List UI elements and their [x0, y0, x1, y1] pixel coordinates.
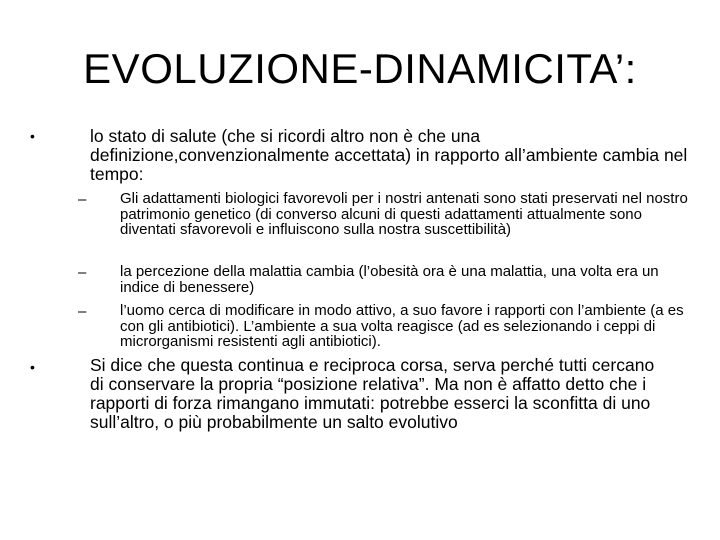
dash-icon: –: [78, 303, 87, 320]
dash-icon: –: [78, 264, 87, 281]
bullet-dot-icon: •: [30, 359, 35, 375]
bullet-text: Si dice che questa continua e reciproca corsa, serva perché tutti cercano di conservare la propria “posizione relativa”. Ma non è affatto detto che i rapporti di forza rimangano immutati: potrebbe esserci la sconfitta di uno sull’altro, o più probabilmente un salto evolutivo: [90, 355, 655, 432]
bullet-text: lo stato di salute (che si ricordi altro non è che una definizione,convenzionalmente accettata) in rapporto all’ambiente cambia nel tempo:: [90, 126, 688, 184]
sub-bullet-text: la percezione della malattia cambia (l’obesità ora è una malattia, una volta era un indice di benessere): [120, 263, 659, 296]
bullet-dot-icon: •: [30, 128, 35, 144]
slide-title: EVOLUZIONE-DINAMICITA’:: [83, 45, 637, 92]
sub-bullet-text: Gli adattamenti biologici favorevoli per i nostri antenati sono stati preservati nel nostro patrimonio genetico (di converso alcuni di questi adattamenti attualmente sono diventati sfavorevoli e influiscono sulla nostra suscettibilità): [120, 190, 688, 238]
dash-icon: –: [78, 191, 87, 208]
sub-bullet-text: l’uomo cerca di modificare in modo attivo, a suo favore i rapporti con l’ambiente (a es con gli antibiotici). L’ambiente a sua volta reagisce (ad es selezionando i ceppi di microrganismi resistenti agli antibiotici).: [120, 302, 684, 350]
